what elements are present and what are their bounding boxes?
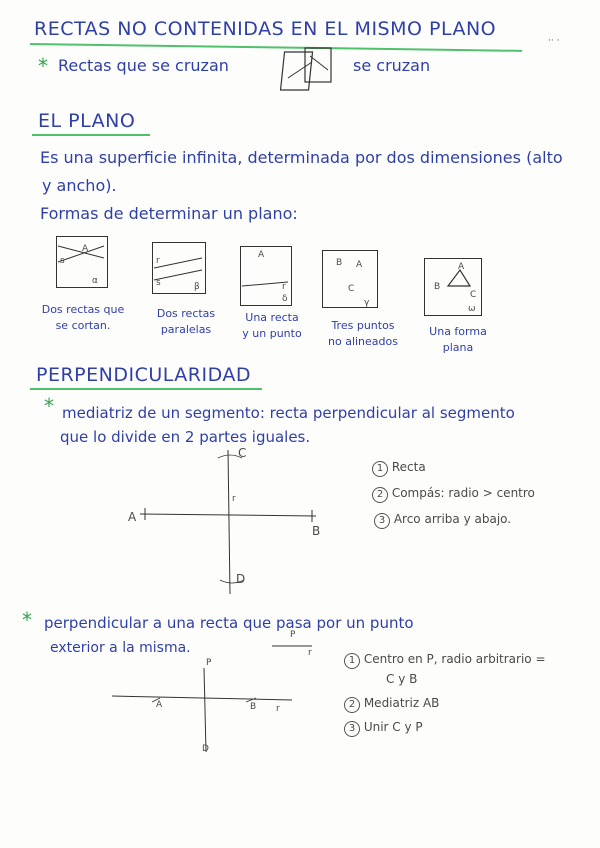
step2-3-text: Unir C y P xyxy=(363,720,423,734)
d4-label-c: C xyxy=(348,284,355,294)
fig1-label-d: D xyxy=(236,572,246,586)
step2-2-text: Mediatriz AB xyxy=(363,696,440,710)
se-cruzan-tag: se cruzan xyxy=(353,56,431,75)
bullet-star-perp: * xyxy=(22,608,32,632)
bullet-star-mediatriz: * xyxy=(44,394,54,418)
d2-label-s: s xyxy=(156,278,161,288)
bullet-star: * xyxy=(38,54,48,78)
step2-1-text: Centro en P, radio arbitrario = xyxy=(363,652,546,666)
fig1-label-a: A xyxy=(128,510,137,524)
d5-label-c: C xyxy=(470,290,477,300)
step2-1b-text: C y B xyxy=(386,672,418,686)
fig2-label-p: P xyxy=(206,658,212,668)
d4-label-b: B xyxy=(336,258,343,268)
d1-label-alpha: α xyxy=(92,276,98,286)
d3-label-a: A xyxy=(258,250,265,260)
plano-definition-line1: Es una superficie infinita, determinada por dos dimensiones (alto xyxy=(40,148,563,167)
plano-heading: EL PLANO xyxy=(38,110,136,132)
d5-label-omega: ω xyxy=(468,304,476,314)
fig1-label-c: C xyxy=(238,446,247,460)
fig2-label-a: A xyxy=(156,700,163,710)
fig2-label-d: D xyxy=(202,744,209,754)
caption-forma-plana: Una forma plana xyxy=(429,325,487,354)
d3-label-delta: δ xyxy=(282,294,288,304)
step2-2-item xyxy=(344,696,439,713)
d4-label-gamma: γ xyxy=(364,298,370,308)
inline-label-p: P xyxy=(290,630,296,640)
d1-label-a: A xyxy=(82,244,89,254)
step3-number: 3 xyxy=(374,513,390,529)
caption-dos-rectas-paralelas: Dos rectas paralelas xyxy=(156,307,216,336)
step2-2-number: 2 xyxy=(344,697,360,713)
fig1-label-b: B xyxy=(312,524,321,538)
mediatriz-line1: mediatriz de un segmento: recta perpendicular al segmento xyxy=(62,404,515,422)
rectas-cruzan-text: Rectas que se cruzan xyxy=(58,56,229,75)
caption-tres-puntos: Tres puntos no alineados xyxy=(328,319,398,348)
corner-mark: ·· · xyxy=(548,36,560,46)
step1-number: 1 xyxy=(372,461,388,477)
step2-3-number: 3 xyxy=(344,721,360,737)
perp-heading: PERPENDICULARIDAD xyxy=(36,364,251,386)
d5-label-a: A xyxy=(458,262,465,272)
mediatriz-line2: que lo divide en 2 partes iguales. xyxy=(60,428,311,446)
perp-line1: perpendicular a una recta que pasa por un punto xyxy=(44,614,414,632)
step1-text: Recta xyxy=(391,460,426,474)
step2-text: Compás: radio > centro xyxy=(391,486,535,500)
d3-label-r: r xyxy=(282,282,286,292)
step2-1-item xyxy=(344,652,546,669)
d2-label-r: r xyxy=(156,256,160,266)
step2-number: 2 xyxy=(372,487,388,503)
step2-1-number: 1 xyxy=(344,653,360,669)
d4-label-a: A xyxy=(356,260,363,270)
d2-label-beta: β xyxy=(194,282,200,292)
plano-definition-line2: y ancho). xyxy=(42,176,117,195)
d5-label-b: B xyxy=(434,282,441,292)
step3-text: Arco arriba y abajo. xyxy=(393,512,512,526)
step2-3-item xyxy=(344,720,423,737)
formas-text: Formas de determinar un plano: xyxy=(40,204,298,223)
caption-recta-y-punto: Una recta y un punto xyxy=(242,311,302,340)
perp-line2: exterior a la misma. xyxy=(50,640,191,656)
page-title: RECTAS NO CONTENIDAS EN EL MISMO PLANO xyxy=(34,18,497,40)
d1-label-s: s xyxy=(60,256,65,266)
fig1-label-r: r xyxy=(232,494,236,504)
caption-dos-rectas-cortan: Dos rectas que se cortan. xyxy=(41,303,125,332)
fig2-label-r: r xyxy=(276,704,280,714)
inline-label-r: r xyxy=(308,648,312,658)
fig2-label-b: B xyxy=(250,702,257,712)
